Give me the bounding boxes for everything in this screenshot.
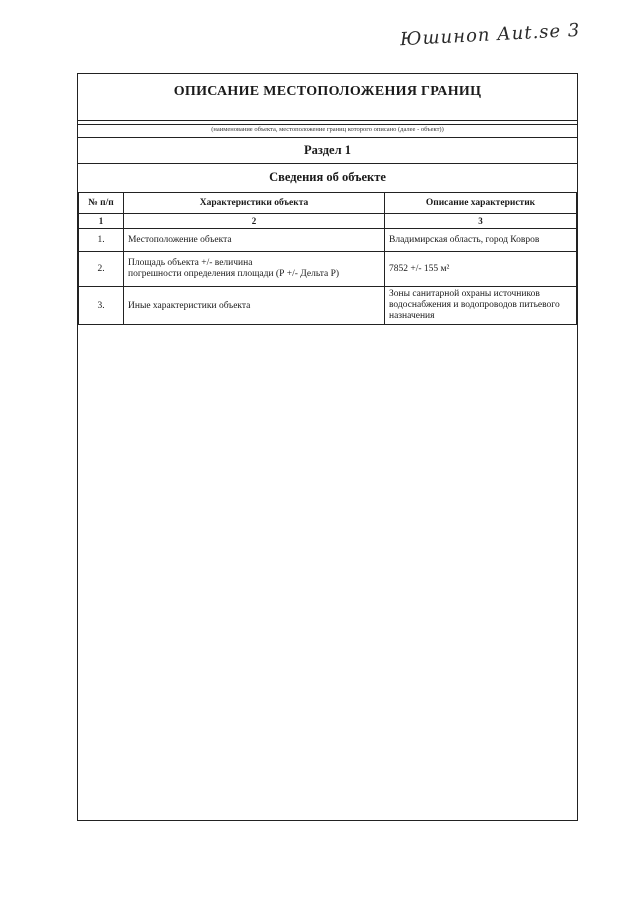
row-characteristic-line: Площадь объекта +/- величина	[128, 258, 253, 268]
info-heading: Сведения об объекте	[269, 170, 386, 184]
row-description: Владимирская область, город Ковров	[385, 229, 577, 252]
title-underline	[78, 120, 577, 121]
document-frame	[77, 73, 578, 821]
title-underline-2	[78, 124, 577, 125]
column-number-row	[79, 214, 577, 229]
document-title: ОПИСАНИЕ МЕСТОПОЛОЖЕНИЯ ГРАНИЦ	[173, 84, 482, 99]
row-characteristic-line: погрешности определения площади (Р +/- Дельта Р)	[128, 269, 340, 279]
header-characteristic: Характеристики объекта	[124, 193, 385, 214]
object-subcaption: (наименование объекта, местоположение границ которого описано (далее - объект))	[211, 126, 444, 133]
table-row	[79, 287, 577, 325]
column-number: 3	[385, 214, 577, 229]
section-divider	[78, 137, 577, 138]
column-number: 1	[79, 214, 124, 229]
row-description: Зоны санитарной охраны источников водоснабжения и водопроводов питьевого назначения	[385, 287, 577, 325]
table-row	[79, 252, 577, 287]
header-number: № п/п	[79, 193, 124, 214]
handwritten-note: Юшиноп Аиt.sе 3	[399, 19, 581, 51]
row-characteristic	[124, 252, 385, 287]
table-header-row	[79, 193, 577, 214]
object-info-table	[78, 192, 577, 325]
section-title: Раздел 1	[304, 143, 351, 157]
row-characteristic: Иные характеристики объекта	[124, 287, 385, 325]
table-row	[79, 229, 577, 252]
header-description: Описание характеристик	[385, 193, 577, 214]
row-number: 1.	[79, 229, 124, 252]
row-description: 7852 +/- 155 м²	[385, 252, 577, 287]
info-divider	[78, 163, 577, 164]
column-number: 2	[124, 214, 385, 229]
row-number: 2.	[79, 252, 124, 287]
row-characteristic: Местоположение объекта	[124, 229, 385, 252]
row-number: 3.	[79, 287, 124, 325]
